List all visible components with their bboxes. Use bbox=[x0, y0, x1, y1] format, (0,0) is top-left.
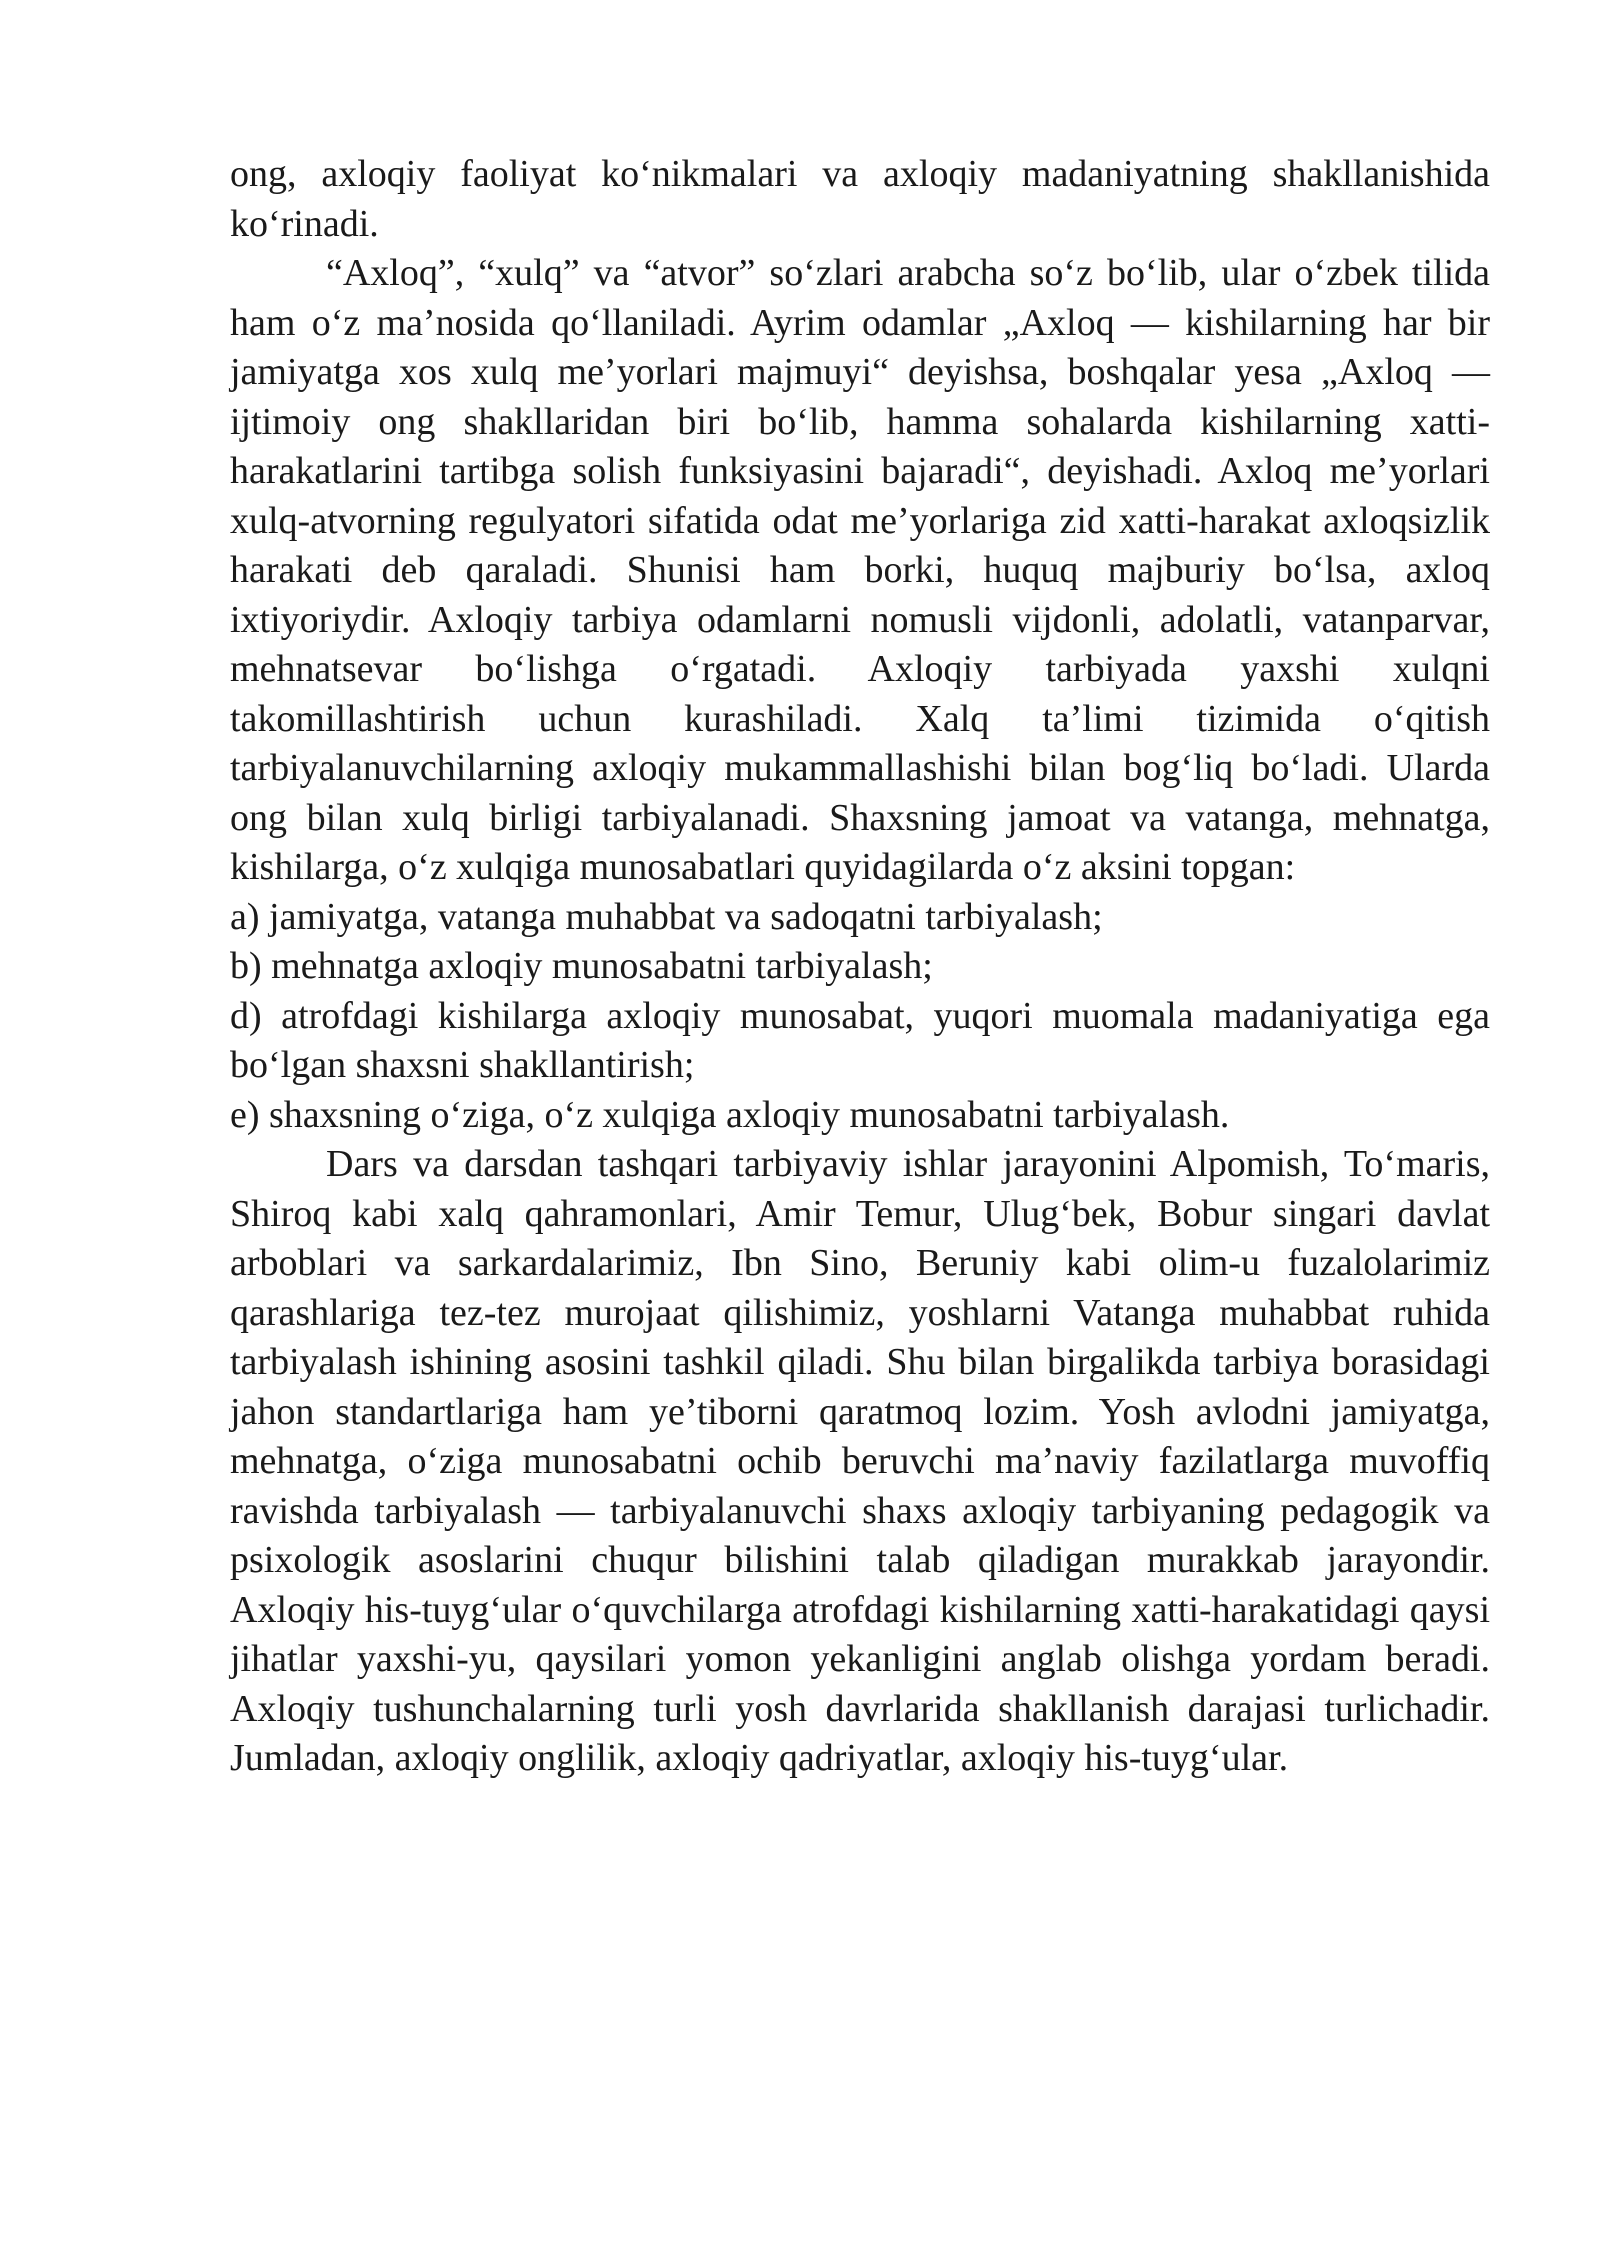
document-page bbox=[230, 150, 1490, 1784]
paragraph-continuation: ong, axloqiy faoliyat ko‘nikmalari va axloqiy madaniyatning shakllanishida ko‘rinadi. bbox=[230, 153, 1490, 245]
paragraph-tarbiyaviy-ishlar: Dars va darsdan tashqari tarbiyaviy ishlar jarayonini Alpomish, To‘maris, Shiroq kabi xalq qahramonlari, Amir Temur, Ulug‘bek, Bobur singari davlat arboblari va sarkardalarimiz, Ibn Sino, Beruniy kabi olim-u fuzalolarimiz qarashlariga tez-tez murojaat qilishimiz, yoshlarni Vatanga muhabbat ruhida tarbiyalash ishining asosini tashkil qiladi. Shu bilan birgalikda tarbiya borasidagi jahon standartlariga ham ye’tiborni qaratmoq lozim. Yosh avlodni jamiyatga, mehnatga, o‘ziga munosabatni ochib beruvchi ma’naviy fazilatlarga muvoffiq ravishda tarbiyalash — tarbiyalanuvchi shaxs axloqiy tarbiyaning pedagogik va psixologik asoslarini chuqur bilishini talab qiladigan murakkab jarayondir. Axloqiy his-tuyg‘ular o‘quvchilarga atrofdagi kishilarning xatti-harakatidagi qaysi jihatlar yaxshi-yu, qaysilari yomon yekanligini anglab olishga yordam beradi. Axloqiy tushunchalarning turli yosh davrlarida shakllanish darajasi turlichadir. Jumladan, axloqiy onglilik, axloqiy qadriyatlar, axloqiy his-tuyg‘ular. bbox=[230, 1143, 1490, 1779]
list-item-b: b) mehnatga axloqiy munosabatni tarbiyalash; bbox=[230, 945, 933, 987]
list-item-d: d) atrofdagi kishilarga axloqiy munosabat, yuqori muomala madaniyatiga ega bo‘lgan shaxsni shakllantirish; bbox=[230, 994, 1490, 1086]
list-item-a: a) jamiyatga, vatanga muhabbat va sadoqatni tarbiyalash; bbox=[230, 895, 1103, 938]
list-item-e: e) shaxsning o‘ziga, o‘z xulqiga axloqiy munosabatni tarbiyalash. bbox=[230, 1093, 1230, 1136]
paragraph-axloq-definition: “Axloq”, “xulq” va “atvor” so‘zlari arabcha so‘z bo‘lib, ular o‘zbek tilida ham o‘z ma’nosida qo‘llaniladi. Ayrim odamlar „Axloq — kishilarning har bir jamiyatga xos xulq me’yorlari majmuyi“ deyishsa, boshqalar yesa „Axloq — ijtimoiy ong shakllaridan biri bo‘lib, hamma sohalarda kishilarning xatti-harakatlarini tartibga solish funksiyasini bajaradi“, deyishadi. Axloq me’yorlari xulq-atvorning regulyatori sifatida odat me’yorlariga zid xatti-harakat axloqsizlik harakati deb qaraladi. Shunisi ham borki, huquq majburiy bo‘lsa, axloq ixtiyoriydir. Axloqiy tarbiya odamlarni nomusli vijdonli, adolatli, vatanparvar, mehnatsevar bo‘lishga o‘rgatadi. Axloqiy tarbiyada yaxshi xulqni takomillashtirish uchun kurashiladi. Xalq ta’limi tizimida o‘qitish tarbiyalanuvchilarning axloqiy mukammallashishi bilan bog‘liq bo‘ladi. Ularda ong bilan xulq birligi tarbiyalanadi. Shaxsning jamoat va vatanga, mehnatga, kishilarga, o‘z xulqiga munosabatlari quyidagilarda o‘z aksini topgan: bbox=[230, 252, 1490, 888]
